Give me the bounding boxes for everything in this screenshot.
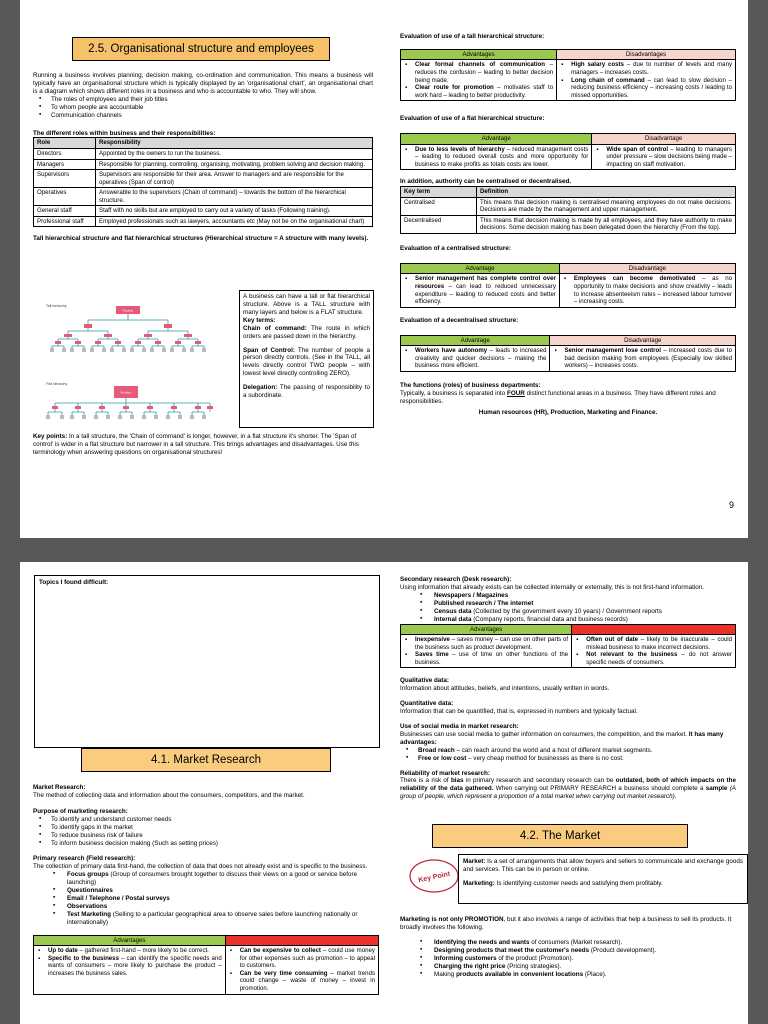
chart-top-label: Position xyxy=(122,308,134,313)
delegation-def: Delegation: The passing of responsibility to a subordinate. xyxy=(243,384,370,400)
table-cell: Staff with no skills but are employed to carry out a variety of tasks (Following training). xyxy=(96,206,373,217)
quant-text: Information that can be quantified, that is, expressed in numbers and typically factual. xyxy=(400,708,638,716)
table-header-row xyxy=(34,138,373,149)
marketing-activities xyxy=(400,916,740,978)
chart-top-label: Position xyxy=(120,390,132,395)
table-cell: Operatives xyxy=(34,188,96,206)
central-eval-table xyxy=(400,263,736,308)
list-item: ▪ The roles of employees and their job titles xyxy=(33,96,373,104)
table-row xyxy=(34,206,373,217)
list-item: ▪ Internal data (Company reports, financial data and business records) xyxy=(400,616,736,624)
page-9 xyxy=(20,0,748,538)
social-heading: Use of social media in market research: xyxy=(400,722,519,730)
functions-heading: The functions (roles) of business departments: xyxy=(400,381,541,389)
tall-eval-table xyxy=(400,49,736,101)
advantage-cell: ▪ Senior management has complete control over resources – can lead to reduced unnecessary expenditure – leading to reduced costs and better efficiency. xyxy=(401,274,560,307)
primary-text: The collection of primary data first-hand, the collection of data that does not already exist and is specific to the business. xyxy=(33,863,368,871)
table-row xyxy=(401,635,736,668)
table-row xyxy=(401,346,736,372)
list-item: ▪ To inform business decision making (Such as setting prices) xyxy=(33,840,379,848)
table-row xyxy=(401,215,736,233)
disadvantages-cell: ▪ Can be expensive to collect – could use money for other expenses such as promotion – to appeal to customers. ▪ Can be very time consuming – market trends could change – waste of money – invest in promotion. xyxy=(225,946,378,994)
list-item: ▪ Test Marketing (Selling to a particular geographical area to observe sales before launching nationally or internationally) xyxy=(33,911,379,927)
disadvantage-header: Disadvantage xyxy=(550,335,736,346)
org-chart-diagram xyxy=(30,290,235,432)
table-cell: Answerable to the supervisors (Chain of command) – towards the bottom of the hierarchical structure. xyxy=(96,188,373,206)
tall-flat-heading: Tall hierarchical structure and flat hierarchical structures (Hierarchical structure = A structure with many levels). xyxy=(33,235,369,243)
table-row xyxy=(34,946,379,994)
table-row xyxy=(34,149,373,160)
table-cell: Professional staff xyxy=(34,216,96,227)
disadvantages-cell: ▪ High salary costs – due to number of levels and many managers – increases costs. ▪ Long chain of command – can lead to slow decision – reducing business efficiency – increasing costs / leading to missed opportunities. xyxy=(557,60,736,101)
table-cell: Decentralised xyxy=(401,215,477,233)
disadvantage-cell: ▪ Senior management lose control – increased costs due to bad decision making from employees (Especially low skilled workers) – increases costs. xyxy=(550,346,736,372)
list-item: ▪ To identify gaps in the market xyxy=(33,824,379,832)
secondary-text: Using information that already exists can be collected internally or externally, this is not first-hand information. xyxy=(400,583,705,591)
key-terms-box xyxy=(239,290,374,428)
list-item: ▪ Focus groups (Group of consumers brought together to discuss their views on a good or service before launching) xyxy=(33,871,379,887)
roles-table xyxy=(33,137,373,227)
section-title-2-5: 2.5. Organisational structure and employees xyxy=(72,37,330,61)
disadvantages-header: Disadvantages xyxy=(572,624,736,635)
advantage-header: Advantage xyxy=(401,263,560,274)
disadvantage-cell: ▪ Employees can become demotivated – as no opportunity to make decisions and show creativity – leads to increase absenteeism rates – increased labour turnover – increasing costs. xyxy=(559,274,735,307)
list-item: ▪ Informing customers of the product (Promotion). xyxy=(400,955,740,963)
disadvantage-header: Disadvantage xyxy=(559,263,735,274)
reliab-heading: Reliability of market research: xyxy=(400,769,490,777)
functions-list: Human resources (HR), Production, Marketing and Finance. xyxy=(478,408,658,416)
org-lines xyxy=(48,314,210,415)
roles-heading: The different roles within business and their responsibilities: xyxy=(33,129,216,137)
key-point-icon xyxy=(406,854,462,898)
right-column xyxy=(400,33,736,416)
secondary-eval-table xyxy=(400,624,736,669)
org-boxes xyxy=(52,306,213,409)
quant-heading: Quantitative data: xyxy=(400,700,454,708)
list-item: ▪ Making products available in convenient locations (Place). xyxy=(400,971,740,979)
list-item: ▪ Designing products that meet the customer's needs (Product development). xyxy=(400,947,740,955)
decentral-eval-table xyxy=(400,335,736,372)
central-heading: Evaluation of a centralised structure: xyxy=(400,244,511,252)
table-row xyxy=(34,159,373,170)
primary-heading: Primary research (Field research): xyxy=(33,855,136,863)
flat-eval-heading: Evaluation of use of a flat hierarchical structure: xyxy=(400,115,545,123)
social-list xyxy=(400,747,736,763)
advantages-header: Advantages xyxy=(401,624,572,635)
advantage-header: Advantage xyxy=(401,335,550,346)
table-row xyxy=(34,170,373,188)
advantages-header: Advantages xyxy=(401,49,557,60)
advantages-cell: ▪ Clear formal channels of communication – reduces the confusion – leading to better decision being made. ▪ Clear route for promotion – motivates staff to work hard – leading to better productivity. xyxy=(401,60,557,101)
disadvantage-header: Disadvantage xyxy=(592,134,736,145)
qual-text: Information about attitudes, beliefs, and intentions, usually written in words. xyxy=(400,685,610,693)
key-terms-label: Key terms: xyxy=(243,316,276,324)
chain-of-command-def: Chain of command: The route in which orders are passed down in the hierarchy. xyxy=(243,324,370,340)
table-row xyxy=(401,197,736,215)
span-of-control-def: Span of Control: The number of people a person directly controls. (See in the TALL, all levels directly control TWO people – with lowest level directly controlling ZERO). xyxy=(243,346,371,378)
primary-eval-table xyxy=(33,935,379,995)
social-text: Businesses can use social media to gather information on consumers, the competition, and the market. It has many advantages: xyxy=(400,730,724,746)
page-number: 9 xyxy=(728,500,734,510)
key-points: Key points: In a tall structure, the 'Chain of command' is longer, however, in a flat structure it's shorter. The 'Span of control' is wider in a flat structure but narrower in a tall structure. This brings advantages and disadvantages. Use this terminology when answering questions on organisational structures! xyxy=(33,433,359,456)
table-cell: This means that decision making is centralised meaning employees do not make decisions. Decisions are made by the management and upper management. xyxy=(477,197,736,215)
advantages-cell: ▪ Inexpensive – saves money – can use on other parts of the business such as product development. ▪ Saves time – use of time on other functions of the business. xyxy=(401,635,572,668)
list-item: ▪ Identifying the needs and wants of consumers (Market research). xyxy=(400,939,740,947)
disadvantage-cell: ▪ Wide span of control – leading to managers under pressure – slow decisions being made – impacting on staff motivation. xyxy=(592,144,736,170)
market-definitions-box xyxy=(458,854,748,904)
advantage-header: Advantage xyxy=(401,134,592,145)
table-cell: Supervisors are responsible for their area. Answer to managers and are responsible for the operatives (Span of control) xyxy=(96,170,373,188)
intro-list xyxy=(33,96,373,120)
table-cell: Supervisors xyxy=(34,170,96,188)
left-column xyxy=(33,784,379,995)
difficult-topics-box[interactable] xyxy=(34,575,380,748)
disadvantages-cell: ▪ Often out of date – likely to be inaccurate – could mislead business to make incorrect decisions. ▪ Not relevant to the business – do not answer specific needs of consumers. xyxy=(572,635,736,668)
column-header: Key term xyxy=(401,187,477,198)
table-cell: Directors xyxy=(34,149,96,160)
table-row xyxy=(401,144,736,170)
table-row xyxy=(34,188,373,206)
intro-text: Running a business involves planning, decision making, co-ordination and communication. This means a business will typically have an organisational structure which is typically displayed by an 'organisational chart', an organisational chart is a diagram which shows different roles in a business and who is accountable to who. They will show. xyxy=(33,72,373,95)
tall-eval-heading: Evaluation of use of a tall hierarchical structure: xyxy=(400,33,545,40)
chart-tall-label: Tall hierarchy xyxy=(46,304,67,308)
secondary-list xyxy=(400,592,736,624)
table-cell: Responsible for planning, controlling, organising, motivating, problem solving and decision making. xyxy=(96,159,373,170)
purpose-heading: Purpose of marketing research: xyxy=(33,807,128,815)
qual-heading: Qualitative data: xyxy=(400,677,449,685)
table-row xyxy=(34,216,373,227)
marketing-def: Marketing: Is identifying customer needs and satisfying them profitably. xyxy=(463,879,663,887)
authority-heading: In addition, authority can be centralised or decentralised. xyxy=(400,178,572,186)
list-item: ▪ Free or low cost – very cheap method for businesses as there is no cost. xyxy=(400,755,736,763)
list-item: ▪ Observations xyxy=(33,903,379,911)
mr-text: The method of collecting data and information about the consumers, competitors, and the market. xyxy=(33,791,305,799)
difficult-label: Topics I found difficult: xyxy=(39,579,109,586)
right-column xyxy=(400,576,736,801)
section-title-4-1: 4.1. Market Research xyxy=(81,748,331,772)
advantage-cell: ▪ Due to less levels of hierarchy – reduced management costs – leading to reduced overall costs and more opportunity for business to make profits as totals costs are lower. xyxy=(401,144,592,170)
promo-text: Marketing is not only PROMOTION, but it also involves a range of activities that help a business to sell its products. It broadly involves the following. xyxy=(400,916,732,931)
disadvantages-header: Disadvantages xyxy=(557,49,736,60)
list-item: ▪ Email / Telephone / Postal surveys xyxy=(33,895,379,903)
column-header: Definition xyxy=(477,187,736,198)
table-cell: Employed professionals such as lawyers, accountants etc (May not be on the organisational chart) xyxy=(96,216,373,227)
authority-table xyxy=(400,186,736,234)
promo-list xyxy=(400,939,740,979)
table-row xyxy=(401,274,736,307)
list-item: ▪ Broad reach – can reach around the world and a host of different market segments. xyxy=(400,747,736,755)
list-item: ▪ Census data (Collected by the government every 10 years) / Government reports xyxy=(400,608,736,616)
functions-text: Typically, a business is separated into FOUR distinct functional areas in a business. They have different roles and responsibilities. xyxy=(400,389,716,405)
page-10 xyxy=(20,562,748,1024)
list-item: ▪ To reduce business risk of failure xyxy=(33,832,379,840)
list-item: ▪ To whom people are accountable xyxy=(33,104,373,112)
table-cell: This means that decision making is made by all employees, and they have authority to make decisions. Some decision making has been delegated down the hierarchy (From the top). xyxy=(477,215,736,233)
advantages-header: Advantages xyxy=(34,935,226,946)
chart-flat-label: Flat hierarchy xyxy=(46,382,68,386)
list-item: ▪ Newspapers / Magazines xyxy=(400,592,736,600)
mr-heading: Market Research: xyxy=(33,784,86,791)
column-header: Responsibility xyxy=(96,138,373,149)
box-intro: A business can have a tall or flat hierarchical structure. Above is a TALL structure with many layers and below is a FLAT structure. xyxy=(243,293,370,316)
flat-eval-table xyxy=(400,133,736,170)
table-cell: Centralised xyxy=(401,197,477,215)
table-cell: Appointed by the owners to run the business. xyxy=(96,149,373,160)
primary-list xyxy=(33,871,379,926)
secondary-heading: Secondary research (Desk research): xyxy=(400,576,512,583)
advantage-cell: ▪ Workers have autonomy – leads to increased creativity and quicker decisions – making the business more efficient. xyxy=(401,346,550,372)
table-row xyxy=(401,60,736,101)
column-header: Role xyxy=(34,138,96,149)
table-cell: Managers xyxy=(34,159,96,170)
purpose-list xyxy=(33,816,379,848)
section-title-4-2: 4.2. The Market xyxy=(432,824,688,848)
list-item: ▪ Charging the right price (Pricing strategies). xyxy=(400,963,740,971)
market-def: Market: Is a set of arrangements that allow buyers and sellers to communicate and exchange goods and services. This can be in person or online. xyxy=(463,858,743,873)
decentral-heading: Evaluation of a decentralised structure: xyxy=(400,316,519,324)
disadvantages-header: Disadvantages xyxy=(225,935,378,946)
advantages-cell: ▪ Up to date – gathered first-hand – more likely to be correct. ▪ Specific to the business – can identify the specific needs and wants of consumers – more likely to purchase the product – increases the business sales. xyxy=(34,946,226,994)
svg-text:Key Point: Key Point xyxy=(417,870,451,885)
left-column xyxy=(33,72,373,243)
reliab-text: There is a risk of bias in primary research and secondary research can be outdated, both of which impacts on the reliability of the data gathered. When carrying out PRIMARY RESEARCH a business should complete a sample (A group of people, which represent a proportion of a total market when carrying out market research). xyxy=(400,777,737,801)
list-item: ▪ Published research / The internet xyxy=(400,600,736,608)
list-item: ▪ Communication channels xyxy=(33,112,373,120)
list-item: ▪ To identify and understand customer needs xyxy=(33,816,379,824)
table-cell: General staff xyxy=(34,206,96,217)
list-item: ▪ Questionnaires xyxy=(33,887,379,895)
